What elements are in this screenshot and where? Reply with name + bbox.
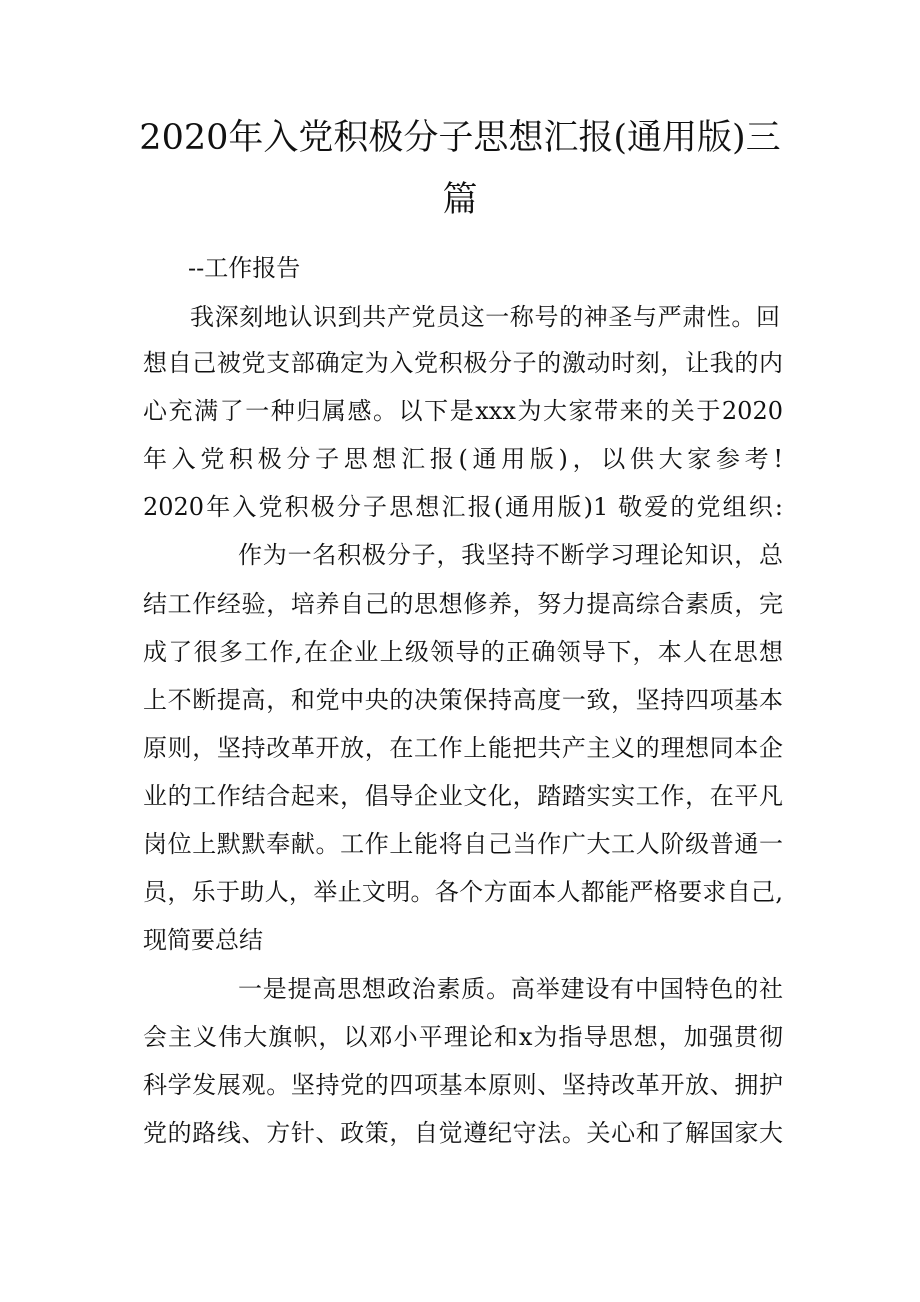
body-line: 党的路线、方针、政策，自觉遵纪守法。关心和了解国家大 [143,1119,783,1147]
body-line: 科学发展观。坚持党的四项基本原则、坚持改革开放、拥护 [143,1071,783,1099]
body-line: 一是提高思想政治素质。高举建设有中国特色的社 [238,975,783,1003]
document-subtitle: --工作报告 [188,254,301,282]
body-line: 作为一名积极分子，我坚持不断学习理论知识，总 [238,541,783,569]
body-line: 成了很多工作,在企业上级领导的正确领导下，本人在思想 [143,638,783,666]
body-line: 2020年入党积极分子思想汇报(通用版)1 敬爱的党组织: [143,493,783,521]
body-line: 想自己被党支部确定为入党积极分子的激动时刻，让我的内 [143,349,783,377]
body-line: 岗位上默默奉献。工作上能将自己当作广大工人阶级普通一 [143,830,783,858]
body-line: 会主义伟大旗帜，以邓小平理论和x为指导思想，加强贯彻 [143,1023,783,1051]
body-line: 年入党积极分子思想汇报(通用版)，以供大家参考! [143,445,783,473]
body-line: 上不断提高，和党中央的决策保持高度一致，坚持四项基本 [143,686,783,714]
body-line: 结工作经验，培养自己的思想修养，努力提高综合素质，完 [143,590,783,618]
document-title-line-1: 2020年入党积极分子思想汇报(通用版)三 [139,118,781,158]
body-line: 现简要总结 [143,926,263,954]
body-line: 原则，坚持改革开放，在工作上能把共产主义的理想同本企 [143,734,783,762]
body-line: 员，乐于助人，举止文明。各个方面本人都能严格要求自己, [143,878,783,906]
body-line: 业的工作结合起来，倡导企业文化，踏踏实实工作，在平凡 [143,782,783,810]
body-line: 我深刻地认识到共产党员这一称号的神圣与严肃性。回 [190,303,780,331]
body-line: 心充满了一种归属感。以下是xxx为大家带来的关于2020 [143,397,783,425]
document-title-line-2: 篇 [442,180,478,220]
